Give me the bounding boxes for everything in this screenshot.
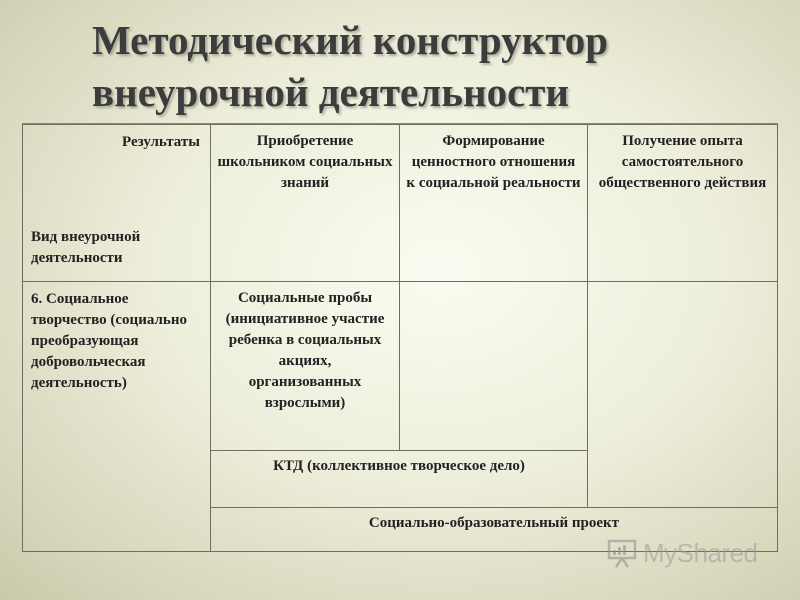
constructor-table bbox=[22, 124, 778, 552]
slide-title-line-2: внеурочной деятельности bbox=[92, 69, 570, 115]
level-2-cell: КТД (коллективное творческое дело) bbox=[210, 450, 588, 508]
slide-title-line-1: Методический конструктор bbox=[92, 17, 609, 63]
header-social-action: Получение опыта самостоятельного общественного действия bbox=[587, 124, 778, 282]
empty-cell-col4 bbox=[587, 281, 778, 508]
level-3-cell: Социально-образовательный проект bbox=[210, 507, 778, 552]
header-corner-cell bbox=[22, 124, 211, 282]
activity-type-label: Вид внеурочной деятельности bbox=[31, 229, 141, 266]
header-social-knowledge: Приобретение школьником социальных знаний bbox=[210, 124, 400, 282]
header-value-attitude: Формирование ценностного отношения к социальной реальности bbox=[399, 124, 588, 282]
watermark-logo bbox=[607, 536, 758, 570]
activity-type-cell: 6. Социальное творчество (социально преобразующая добровольческая деятельность) bbox=[22, 281, 211, 552]
watermark-text: MyShared bbox=[643, 537, 758, 568]
empty-cell-level-1-col3 bbox=[399, 281, 588, 451]
results-label: Результаты bbox=[122, 134, 200, 150]
presentation-board-icon bbox=[607, 538, 637, 568]
level-1-cell: Социальные пробы (инициативное участие ребенка в социальных акциях, организованных взрослыми) bbox=[210, 281, 400, 451]
slide-title bbox=[92, 14, 782, 118]
